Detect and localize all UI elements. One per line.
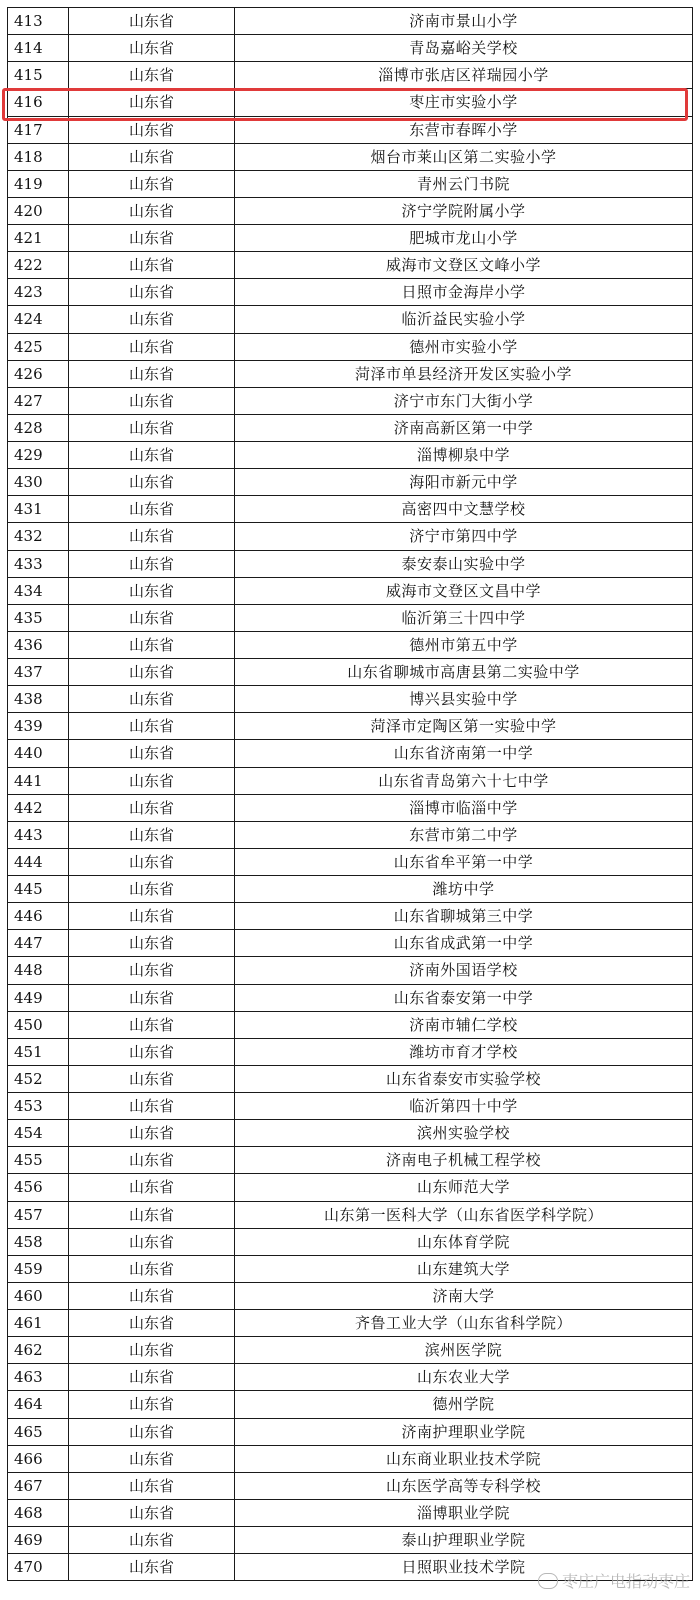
table-row	[8, 604, 693, 631]
row-province: 山东省	[69, 1282, 235, 1309]
row-province: 山东省	[69, 713, 235, 740]
row-province: 山东省	[69, 1228, 235, 1255]
row-province: 山东省	[69, 89, 235, 116]
table-row	[8, 659, 693, 686]
table-row	[8, 197, 693, 224]
row-province: 山东省	[69, 143, 235, 170]
row-school-name: 济南电子机械工程学校	[235, 1147, 693, 1174]
row-number: 434	[8, 577, 69, 604]
row-school-name: 海阳市新元中学	[235, 469, 693, 496]
row-number: 418	[8, 143, 69, 170]
row-province: 山东省	[69, 848, 235, 875]
row-number: 460	[8, 1282, 69, 1309]
row-school-name: 山东省青岛第六十七中学	[235, 767, 693, 794]
row-province: 山东省	[69, 1147, 235, 1174]
row-number: 446	[8, 903, 69, 930]
table-row	[8, 523, 693, 550]
table-row	[8, 1201, 693, 1228]
row-number: 415	[8, 62, 69, 89]
table-row	[8, 1445, 693, 1472]
table-row	[8, 1282, 693, 1309]
row-province: 山东省	[69, 62, 235, 89]
row-school-name: 日照职业技术学院	[235, 1554, 693, 1581]
table-row	[8, 550, 693, 577]
table-row	[8, 252, 693, 279]
table-row	[8, 1255, 693, 1282]
table-row	[8, 333, 693, 360]
row-school-name: 山东商业职业技术学院	[235, 1445, 693, 1472]
row-province: 山东省	[69, 930, 235, 957]
row-province: 山东省	[69, 387, 235, 414]
row-school-name: 济南护理职业学院	[235, 1418, 693, 1445]
row-school-name: 枣庄市实验小学	[235, 89, 693, 116]
row-number: 422	[8, 252, 69, 279]
row-school-name: 烟台市莱山区第二实验小学	[235, 143, 693, 170]
table-row	[8, 1391, 693, 1418]
row-number: 455	[8, 1147, 69, 1174]
row-province: 山东省	[69, 767, 235, 794]
row-school-name: 济南外国语学校	[235, 957, 693, 984]
row-school-name: 临沂益民实验小学	[235, 306, 693, 333]
row-number: 464	[8, 1391, 69, 1418]
row-school-name: 泰山护理职业学院	[235, 1527, 693, 1554]
table-row	[8, 1310, 693, 1337]
table-row	[8, 1147, 693, 1174]
watermark-text: 枣庄广电指动枣庄	[561, 1572, 690, 1591]
row-school-name: 山东农业大学	[235, 1364, 693, 1391]
row-number: 417	[8, 116, 69, 143]
row-province: 山东省	[69, 794, 235, 821]
table-row	[8, 1499, 693, 1526]
row-school-name: 威海市文登区文峰小学	[235, 252, 693, 279]
table-row	[8, 1337, 693, 1364]
row-number: 433	[8, 550, 69, 577]
row-number: 431	[8, 496, 69, 523]
row-province: 山东省	[69, 984, 235, 1011]
row-number: 466	[8, 1445, 69, 1472]
row-province: 山东省	[69, 496, 235, 523]
row-school-name: 德州学院	[235, 1391, 693, 1418]
row-number: 425	[8, 333, 69, 360]
table-row	[8, 740, 693, 767]
row-province: 山东省	[69, 252, 235, 279]
table-row	[8, 930, 693, 957]
row-number: 441	[8, 767, 69, 794]
row-province: 山东省	[69, 1201, 235, 1228]
row-province: 山东省	[69, 577, 235, 604]
row-province: 山东省	[69, 1364, 235, 1391]
row-number: 420	[8, 197, 69, 224]
row-province: 山东省	[69, 1038, 235, 1065]
row-school-name: 德州市实验小学	[235, 333, 693, 360]
table-row	[8, 713, 693, 740]
table-row	[8, 821, 693, 848]
row-province: 山东省	[69, 469, 235, 496]
row-province: 山东省	[69, 604, 235, 631]
row-school-name: 济南市景山小学	[235, 8, 693, 35]
row-school-name: 高密四中文慧学校	[235, 496, 693, 523]
table-row	[8, 442, 693, 469]
row-school-name: 山东建筑大学	[235, 1255, 693, 1282]
row-province: 山东省	[69, 1120, 235, 1147]
row-school-name: 济宁市第四中学	[235, 523, 693, 550]
row-number: 442	[8, 794, 69, 821]
table-row	[8, 1472, 693, 1499]
row-school-name: 淄博柳泉中学	[235, 442, 693, 469]
row-number: 421	[8, 225, 69, 252]
row-number: 453	[8, 1093, 69, 1120]
row-province: 山东省	[69, 903, 235, 930]
wechat-icon	[538, 1573, 558, 1589]
row-number: 451	[8, 1038, 69, 1065]
row-province: 山东省	[69, 1093, 235, 1120]
row-number: 437	[8, 659, 69, 686]
row-number: 465	[8, 1418, 69, 1445]
row-school-name: 济南大学	[235, 1282, 693, 1309]
row-school-name: 济宁市东门大街小学	[235, 387, 693, 414]
row-school-name: 淄博市张店区祥瑞园小学	[235, 62, 693, 89]
row-school-name: 山东师范大学	[235, 1174, 693, 1201]
row-school-name: 青岛嘉峪关学校	[235, 35, 693, 62]
row-province: 山东省	[69, 740, 235, 767]
row-province: 山东省	[69, 821, 235, 848]
row-province: 山东省	[69, 442, 235, 469]
row-number: 452	[8, 1065, 69, 1092]
row-number: 467	[8, 1472, 69, 1499]
row-number: 438	[8, 686, 69, 713]
row-province: 山东省	[69, 1310, 235, 1337]
table-row	[8, 1120, 693, 1147]
row-number: 469	[8, 1527, 69, 1554]
row-number: 419	[8, 170, 69, 197]
row-number: 456	[8, 1174, 69, 1201]
row-number: 461	[8, 1310, 69, 1337]
row-number: 447	[8, 930, 69, 957]
table-row	[8, 469, 693, 496]
row-school-name: 济南高新区第一中学	[235, 414, 693, 441]
row-number: 432	[8, 523, 69, 550]
table-row	[8, 1174, 693, 1201]
row-number: 462	[8, 1337, 69, 1364]
row-school-name: 济南市辅仁学校	[235, 1011, 693, 1038]
row-province: 山东省	[69, 1391, 235, 1418]
row-province: 山东省	[69, 1065, 235, 1092]
row-number: 459	[8, 1255, 69, 1282]
row-school-name: 东营市第二中学	[235, 821, 693, 848]
row-number: 424	[8, 306, 69, 333]
row-school-name: 泰安泰山实验中学	[235, 550, 693, 577]
row-number: 449	[8, 984, 69, 1011]
row-school-name: 滨州实验学校	[235, 1120, 693, 1147]
table-row	[8, 767, 693, 794]
row-province: 山东省	[69, 1499, 235, 1526]
row-number: 435	[8, 604, 69, 631]
row-province: 山东省	[69, 876, 235, 903]
row-school-name: 山东省聊城第三中学	[235, 903, 693, 930]
row-number: 423	[8, 279, 69, 306]
table-row	[8, 170, 693, 197]
table-row	[8, 794, 693, 821]
row-school-name: 菏泽市定陶区第一实验中学	[235, 713, 693, 740]
table-row	[8, 903, 693, 930]
table-row	[8, 35, 693, 62]
row-province: 山东省	[69, 1445, 235, 1472]
row-province: 山东省	[69, 550, 235, 577]
row-number: 468	[8, 1499, 69, 1526]
table-row	[8, 577, 693, 604]
table-row	[8, 143, 693, 170]
row-school-name: 德州市第五中学	[235, 631, 693, 658]
row-school-name: 山东体育学院	[235, 1228, 693, 1255]
row-province: 山东省	[69, 523, 235, 550]
table-row	[8, 62, 693, 89]
watermark	[538, 1569, 690, 1592]
row-province: 山东省	[69, 197, 235, 224]
table-row	[8, 1093, 693, 1120]
row-province: 山东省	[69, 686, 235, 713]
row-province: 山东省	[69, 333, 235, 360]
row-school-name: 山东省牟平第一中学	[235, 848, 693, 875]
row-school-name: 淄博市临淄中学	[235, 794, 693, 821]
table-row	[8, 306, 693, 333]
table-row	[8, 1228, 693, 1255]
row-school-name: 淄博职业学院	[235, 1499, 693, 1526]
row-province: 山东省	[69, 360, 235, 387]
row-province: 山东省	[69, 1011, 235, 1038]
row-province: 山东省	[69, 225, 235, 252]
row-number: 458	[8, 1228, 69, 1255]
row-province: 山东省	[69, 1554, 235, 1581]
row-school-name: 山东省济南第一中学	[235, 740, 693, 767]
row-school-name: 东营市春晖小学	[235, 116, 693, 143]
row-school-name: 山东省聊城市高唐县第二实验中学	[235, 659, 693, 686]
row-province: 山东省	[69, 659, 235, 686]
row-province: 山东省	[69, 414, 235, 441]
row-province: 山东省	[69, 35, 235, 62]
row-province: 山东省	[69, 1418, 235, 1445]
row-province: 山东省	[69, 306, 235, 333]
table-row	[8, 1011, 693, 1038]
table-row	[8, 116, 693, 143]
row-number: 470	[8, 1554, 69, 1581]
row-school-name: 青州云门书院	[235, 170, 693, 197]
row-school-name: 山东省成武第一中学	[235, 930, 693, 957]
row-school-name: 潍坊中学	[235, 876, 693, 903]
row-number: 444	[8, 848, 69, 875]
row-number: 440	[8, 740, 69, 767]
row-number: 413	[8, 8, 69, 35]
table-row	[8, 957, 693, 984]
row-number: 426	[8, 360, 69, 387]
row-number: 463	[8, 1364, 69, 1391]
row-school-name: 山东第一医科大学（山东省医学科学院）	[235, 1201, 693, 1228]
row-school-name: 潍坊市育才学校	[235, 1038, 693, 1065]
row-number: 439	[8, 713, 69, 740]
table-row	[8, 876, 693, 903]
row-province: 山东省	[69, 1174, 235, 1201]
row-province: 山东省	[69, 170, 235, 197]
row-number: 448	[8, 957, 69, 984]
row-province: 山东省	[69, 1472, 235, 1499]
row-school-name: 山东医学高等专科学校	[235, 1472, 693, 1499]
row-school-name: 齐鲁工业大学（山东省科学院）	[235, 1310, 693, 1337]
table-row	[8, 360, 693, 387]
row-school-name: 临沂第三十四中学	[235, 604, 693, 631]
table-row	[8, 496, 693, 523]
table-row	[8, 1065, 693, 1092]
table-row	[8, 225, 693, 252]
row-school-name: 博兴县实验中学	[235, 686, 693, 713]
row-number: 430	[8, 469, 69, 496]
row-province: 山东省	[69, 1527, 235, 1554]
row-school-name: 日照市金海岸小学	[235, 279, 693, 306]
row-number: 457	[8, 1201, 69, 1228]
table-row	[8, 8, 693, 35]
row-province: 山东省	[69, 957, 235, 984]
row-number: 428	[8, 414, 69, 441]
row-number: 454	[8, 1120, 69, 1147]
row-province: 山东省	[69, 631, 235, 658]
table-row	[8, 984, 693, 1011]
row-province: 山东省	[69, 279, 235, 306]
table-row	[8, 89, 693, 116]
table-row	[8, 1418, 693, 1445]
table-row	[8, 686, 693, 713]
row-school-name: 肥城市龙山小学	[235, 225, 693, 252]
row-number: 427	[8, 387, 69, 414]
table-row	[8, 1038, 693, 1065]
row-number: 445	[8, 876, 69, 903]
row-school-name: 济宁学院附属小学	[235, 197, 693, 224]
row-school-name: 威海市文登区文昌中学	[235, 577, 693, 604]
row-school-name: 菏泽市单县经济开发区实验小学	[235, 360, 693, 387]
row-number: 443	[8, 821, 69, 848]
row-number: 416	[8, 89, 69, 116]
table-row	[8, 279, 693, 306]
table-body	[8, 8, 693, 1581]
row-number: 436	[8, 631, 69, 658]
row-province: 山东省	[69, 1255, 235, 1282]
row-number: 414	[8, 35, 69, 62]
row-province: 山东省	[69, 8, 235, 35]
row-school-name: 临沂第四十中学	[235, 1093, 693, 1120]
table-row	[8, 631, 693, 658]
table-row	[8, 387, 693, 414]
row-school-name: 山东省泰安第一中学	[235, 984, 693, 1011]
table-row	[8, 848, 693, 875]
row-province: 山东省	[69, 116, 235, 143]
row-number: 429	[8, 442, 69, 469]
table-row	[8, 1364, 693, 1391]
row-number: 450	[8, 1011, 69, 1038]
row-school-name: 滨州医学院	[235, 1337, 693, 1364]
row-province: 山东省	[69, 1337, 235, 1364]
table-row	[8, 1527, 693, 1554]
school-list-table	[7, 7, 693, 1581]
table-row	[8, 414, 693, 441]
row-school-name: 山东省泰安市实验学校	[235, 1065, 693, 1092]
